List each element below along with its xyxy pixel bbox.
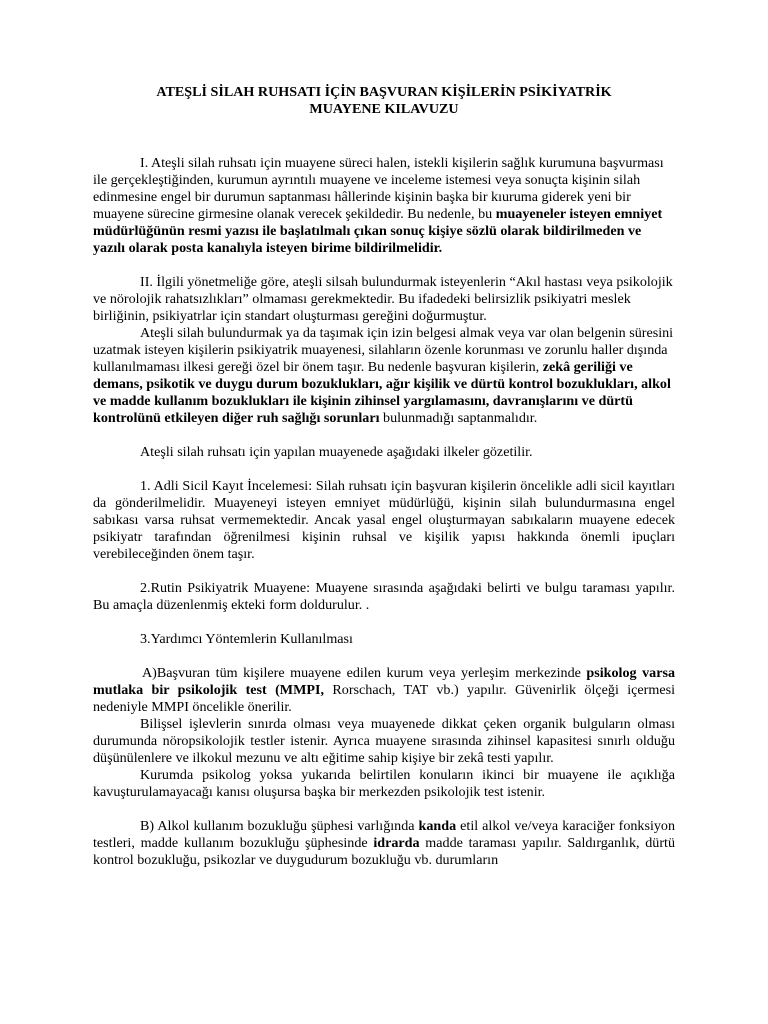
paragraph-8: A)Başvuran tüm kişilere muayene edilen kurum veya yerleşim merkezinde psikolog varsa mutlaka bir psikolojik test (MMPI, Rorschach, TAT vb.) yapılır. Güvenirlik ölçeği içermesi nedeniyle MMPI öncelikle önerilir. [93,665,675,715]
paragraph-3: Ateşli silah bulundurmak ya da taşımak için izin belgesi almak veya var olan belgenin süresini uzatmak isteyen kişilerin psikiyatrik muayenesi, silahların özenle korunması ve zorunlu haller dışında kullanılmaması ilkesi gereği özel bir önem taşır. Bu nedenle başvuran kişilerin, zekâ geriliği ve demans, psikotik ve duygu durum bozuklukları, ağır kişilik ve dürtü kontrol bozuklukları, alkol ve madde kullanım bozuklukları ile kişinin zihinsel yargılamasını, davranışlarını ve dürtü kontrolünü etkileyen diğer ruh sağlığı sorunları bulunmadığı saptanmalıdır. [93,325,674,426]
paragraph-5: 1. Adli Sicil Kayıt İncelemesi: Silah ruhsatı için başvuran kişilerin öncelikle adli sicil kayıtları da gönderilmelidir. Muayeneyi isteyen emniyet müdürlüğü, kişinin silah bulundurmasına engel sabıkası varsa ruhsat vermemektedir. Ancak yasal engel oluşturmayan sabıkaların muayene edecek psikiyatr tarafından öğrenilmesi kişinin ruhsal ve kişilik yapısı hakkında önemli ipuçları verebileceğinden önem taşır. [93,478,675,562]
paragraph-9: Bilişsel işlevlerin sınırda olması veya muayenede dikkat çeken organik bulguların olması durumunda nöropsikolojik testler istenir. Ayrıca muayene sırasında zihinsel kapasitesi sınırlı olduğu düşünülenlere ve ilkokul mezunu ve altı eğitime sahip kişiye bir zekâ testi yapılır. [93,716,675,766]
paragraph-6: 2.Rutin Psikiyatrik Muayene: Muayene sırasında aşağıdaki belirti ve bulgu taraması yapılır. Bu amaçla düzenlenmiş ekteki form doldurulur. . [93,580,675,613]
paragraph-4: Ateşli silah ruhsatı için yapılan muayenede aşağıdaki ilkeler gözetilir. [140,444,533,460]
paragraph-1-emphasis: muayeneler isteyen emniyet müdürlüğünün resmi yazısı ile başlatılmalı çıkan sonuç kişiye sözlü olarak bildirilmeden ve yazılı olarak posta kanalıyla isteyen birime bildirilmelidir. [93,206,663,256]
paragraph-2: II. İlgili yönetmeliğe göre, ateşli silsah bulundurmak isteyenlerin “Akıl hastası veya psikolojik ve nörolojik rahatsızlıkları” olmaması gerekmektedir. Bu ifadedeki belirsizlik psikiyatri meslek birliğinin, psikiyatrlar için standart oluşturması gereğini doğurmuştur. [93,274,673,324]
paragraph-7: 3.Yardımcı Yöntemlerin Kullanılması [140,631,353,647]
document-title [93,84,675,118]
paragraph-1: I. Ateşli silah ruhsatı için muayene süreci halen, istekli kişilerin sağlık kurumuna başvurması ile gerçekleştiğinden, kurumun ayrıntılı muayene ve inceleme istemesi veya sonuçta kişinin silah edinmesine engel bir durumun saptanması hâllerinde kişinin başka bir kıuruma giderek yeni bir muayene sürecine girmesine olanak verecek şekildedir. Bu nedenle, bu muayeneler isteyen emniyet müdürlüğünün resmi yazısı ile başlatılmalı çıkan sonuç kişiye sözlü olarak bildirilmeden ve yazılı olarak posta kanalıyla isteyen birime bildirilmelidir. [93,155,664,256]
title-line-2: MUAYENE KILAVUZU [309,101,459,117]
paragraph-8-emphasis: psikolog varsa mutlaka bir psikolojik test (MMPI, [93,665,675,698]
paragraph-3-emphasis: zekâ geriliği ve demans, psikotik ve duygu durum bozuklukları, ağır kişilik ve dürtü kontrol bozuklukları, alkol ve madde kullanım bozuklukları ile kişinin zihinsel yargılamasını, davranışlarını ve dürtü kontrolünü etkileyen diğer ruh sağlığı sorunları [93,359,671,426]
paragraph-11: B) Alkol kullanım bozukluğu şüphesi varlığında kanda etil alkol ve/veya karaciğer fonksiyon testleri, madde kullanım bozukluğu şüphesinde idrarda madde taraması yapılır. Saldırganlık, dürtü kontrol bozukluğu, psikozlar ve duygudurum bozukluğu vb. durumların [93,818,675,868]
title-line-1: ATEŞLİ SİLAH RUHSATI İÇİN BAŞVURAN KİŞİLERİN PSİKİYATRİK [156,84,612,100]
paragraph-10: Kurumda psikolog yoksa yukarıda belirtilen konuların ikinci bir muayene ile açıklığa kavuşturulamayacağı kanısı oluşursa başka bir merkezden psikolojik test istenir. [93,767,675,800]
